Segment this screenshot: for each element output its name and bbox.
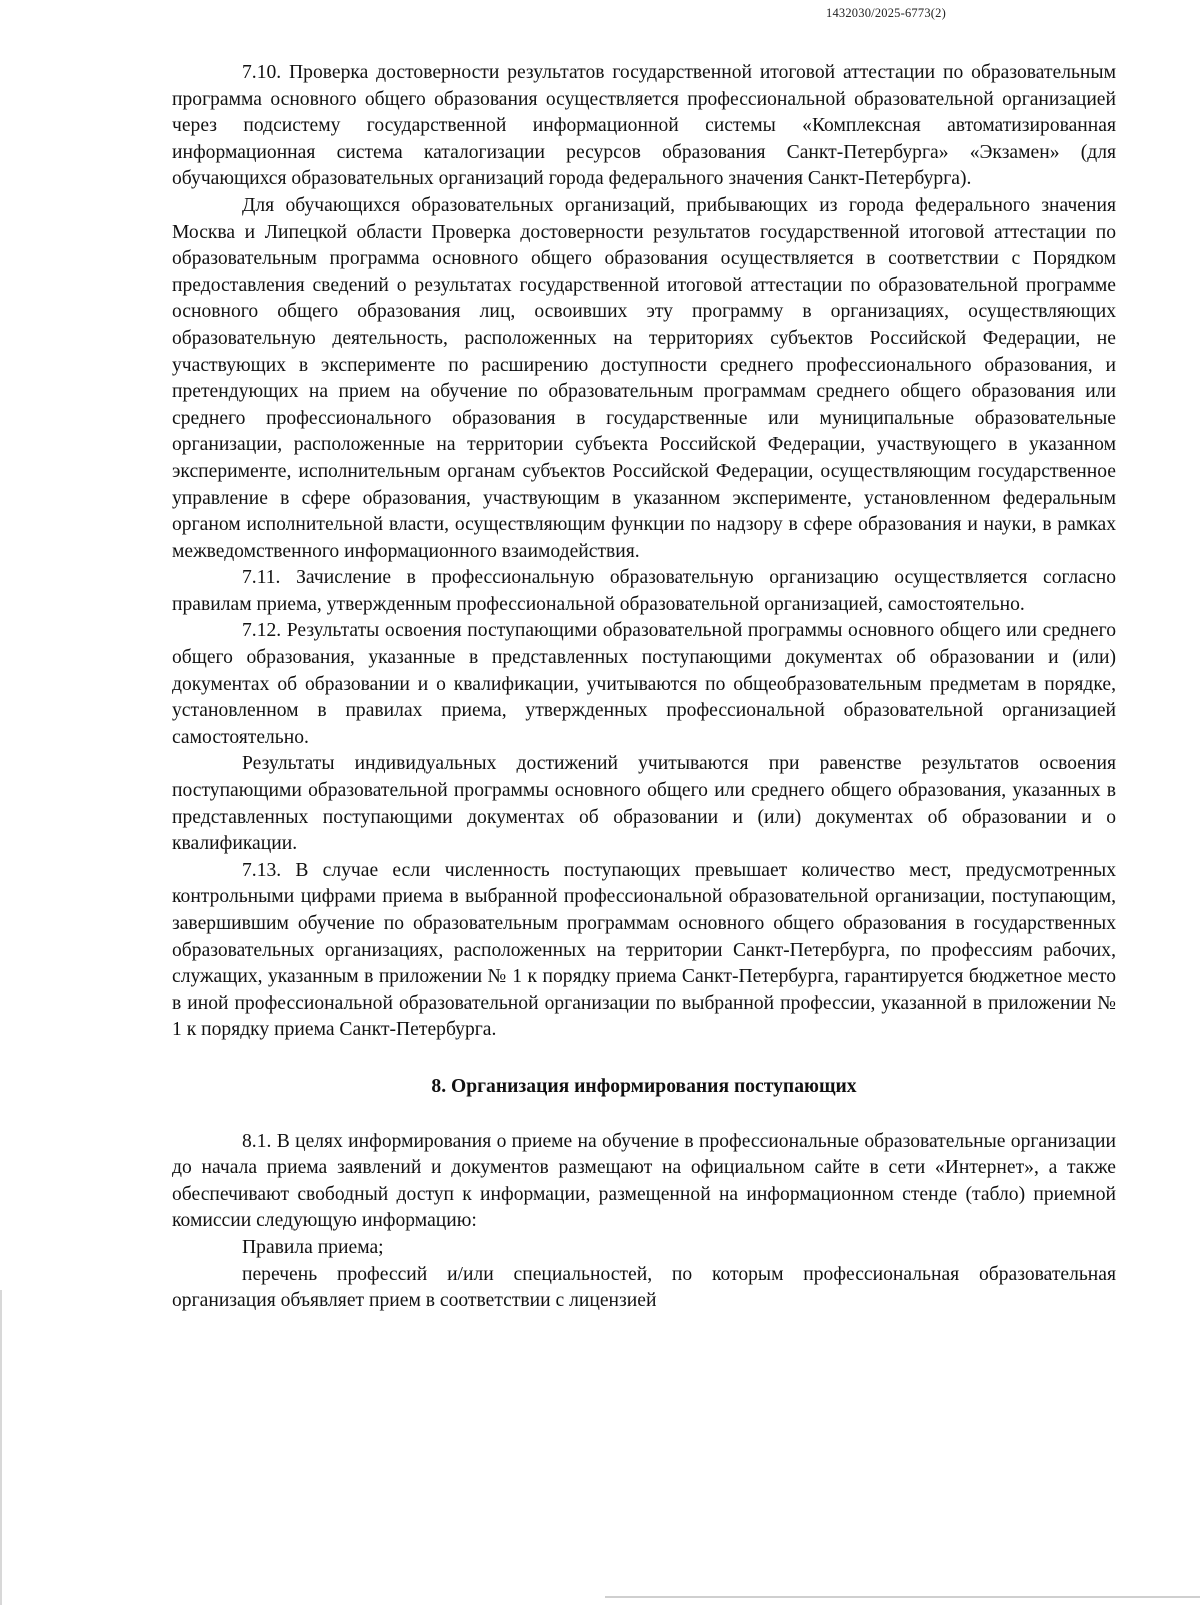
scan-bottom-line [605,1596,1200,1598]
paragraph-7-10: 7.10. Проверка достоверности результатов государственной итоговой аттестации по образовательным программа основного общего образования осуществляется профессиональной образовательной организацией через подсистему государственной информационной системы «Комплексная автоматизированная информационная система каталогизации ресурсов образования Санкт-Петербурга» «Экзамен» (для обучающихся образовательных организаций города федерального значения Санкт-Петербурга). [172,62,1116,190]
paragraph-moscow-lipetsk: Для обучающихся образовательных организаций, прибывающих из города федерального значения Москва и Липецкой области Проверка достоверности результатов государственной итоговой аттестации по образовательным программа основного общего образования осуществляется в соответствии с Порядком предоставления сведений о результатах государственной итоговой аттестации по образовательной программе основного общего образования лиц, освоивших эту программу в организациях, осуществляющих образовательную деятельность, расположенных на территориях субъектов Российской Федерации, не участвующих в эксперименте по расширению доступности среднего профессионального образования, и претендующих на прием на обучение по образовательным программам среднего общего образования или среднего профессионального образования в государственные или муниципальные образовательные организации, расположенные на территории субъекта Российской Федерации, участвующего в указанном эксперименте, исполнительным органам субъектов Российской Федерации, осуществляющим государственное управление в сфере образования, участвующим в указанном эксперименте, установленном федеральным органом исполнительной власти, осуществляющим функции по надзору в сфере образования и науки, в рамках межведомственного информационного взаимодействия. [172,194,1116,562]
paragraph-admission-rules: Правила приема; [242,1236,384,1258]
scan-edge-artifact [0,1290,2,1605]
paragraph-7-11: 7.11. Зачисление в профессиональную образовательную организацию осуществляется согласно правилам приема, утвержденным профессиональной образовательной организацией, самостоятельно. [172,567,1116,615]
document-id: 1432030/2025-6773(2) [826,6,946,20]
section-heading: 8. Организация информирования поступающих [431,1075,857,1097]
paragraph-8-1: 8.1. В целях информирования о приеме на обучение в профессиональные образовательные организации до начала приема заявлений и документов размещают на официальном сайте в сети «Интернет», а также обеспечивают свободный доступ к информации, размещенной на информационном стенде (табло) приемной комиссии следующую информацию: [172,1130,1116,1232]
paragraph-individual-achievements: Результаты индивидуальных достижений учитываются при равенстве результатов освоения поступающими образовательной программы основного общего или среднего общего образования, указанных в представленных поступающими документах об образовании и (или) документах об образовании и о квалификации. [172,753,1116,855]
paragraph-7-13: 7.13. В случае если численность поступающих превышает количество мест, предусмотренных контрольными цифрами приема в выбранной профессиональной образовательной организации, поступающим, завершившим обучение по образовательным программам основного общего образования в государственных образовательных организациях, расположенных на территории Санкт-Петербурга, по профессиям рабочих, служащих, указанным в приложении № 1 к порядку приема Санкт-Петербурга, гарантируется бюджетное место в иной профессиональной образовательной организации по выбранной профессии, указанной в приложении № 1 к порядку приема Санкт-Петербурга. [172,859,1116,1041]
paragraph-7-12: 7.12. Результаты освоения поступающими образовательной программы основного общего или среднего общего образования, указанные в представленных поступающими документах об образовании и (или) документах об образовании и о квалификации, учитываются по общеобразовательным предметам в порядке, установленном в правилах приема, утвержденных профессиональной образовательной организацией самостоятельно. [172,620,1116,748]
paragraph-professions-list: перечень профессий и/или специальностей, по которым профессиональная образовательная организация объявляет прием в соответствии с лицензией [172,1263,1116,1312]
document-body [172,60,1116,1315]
